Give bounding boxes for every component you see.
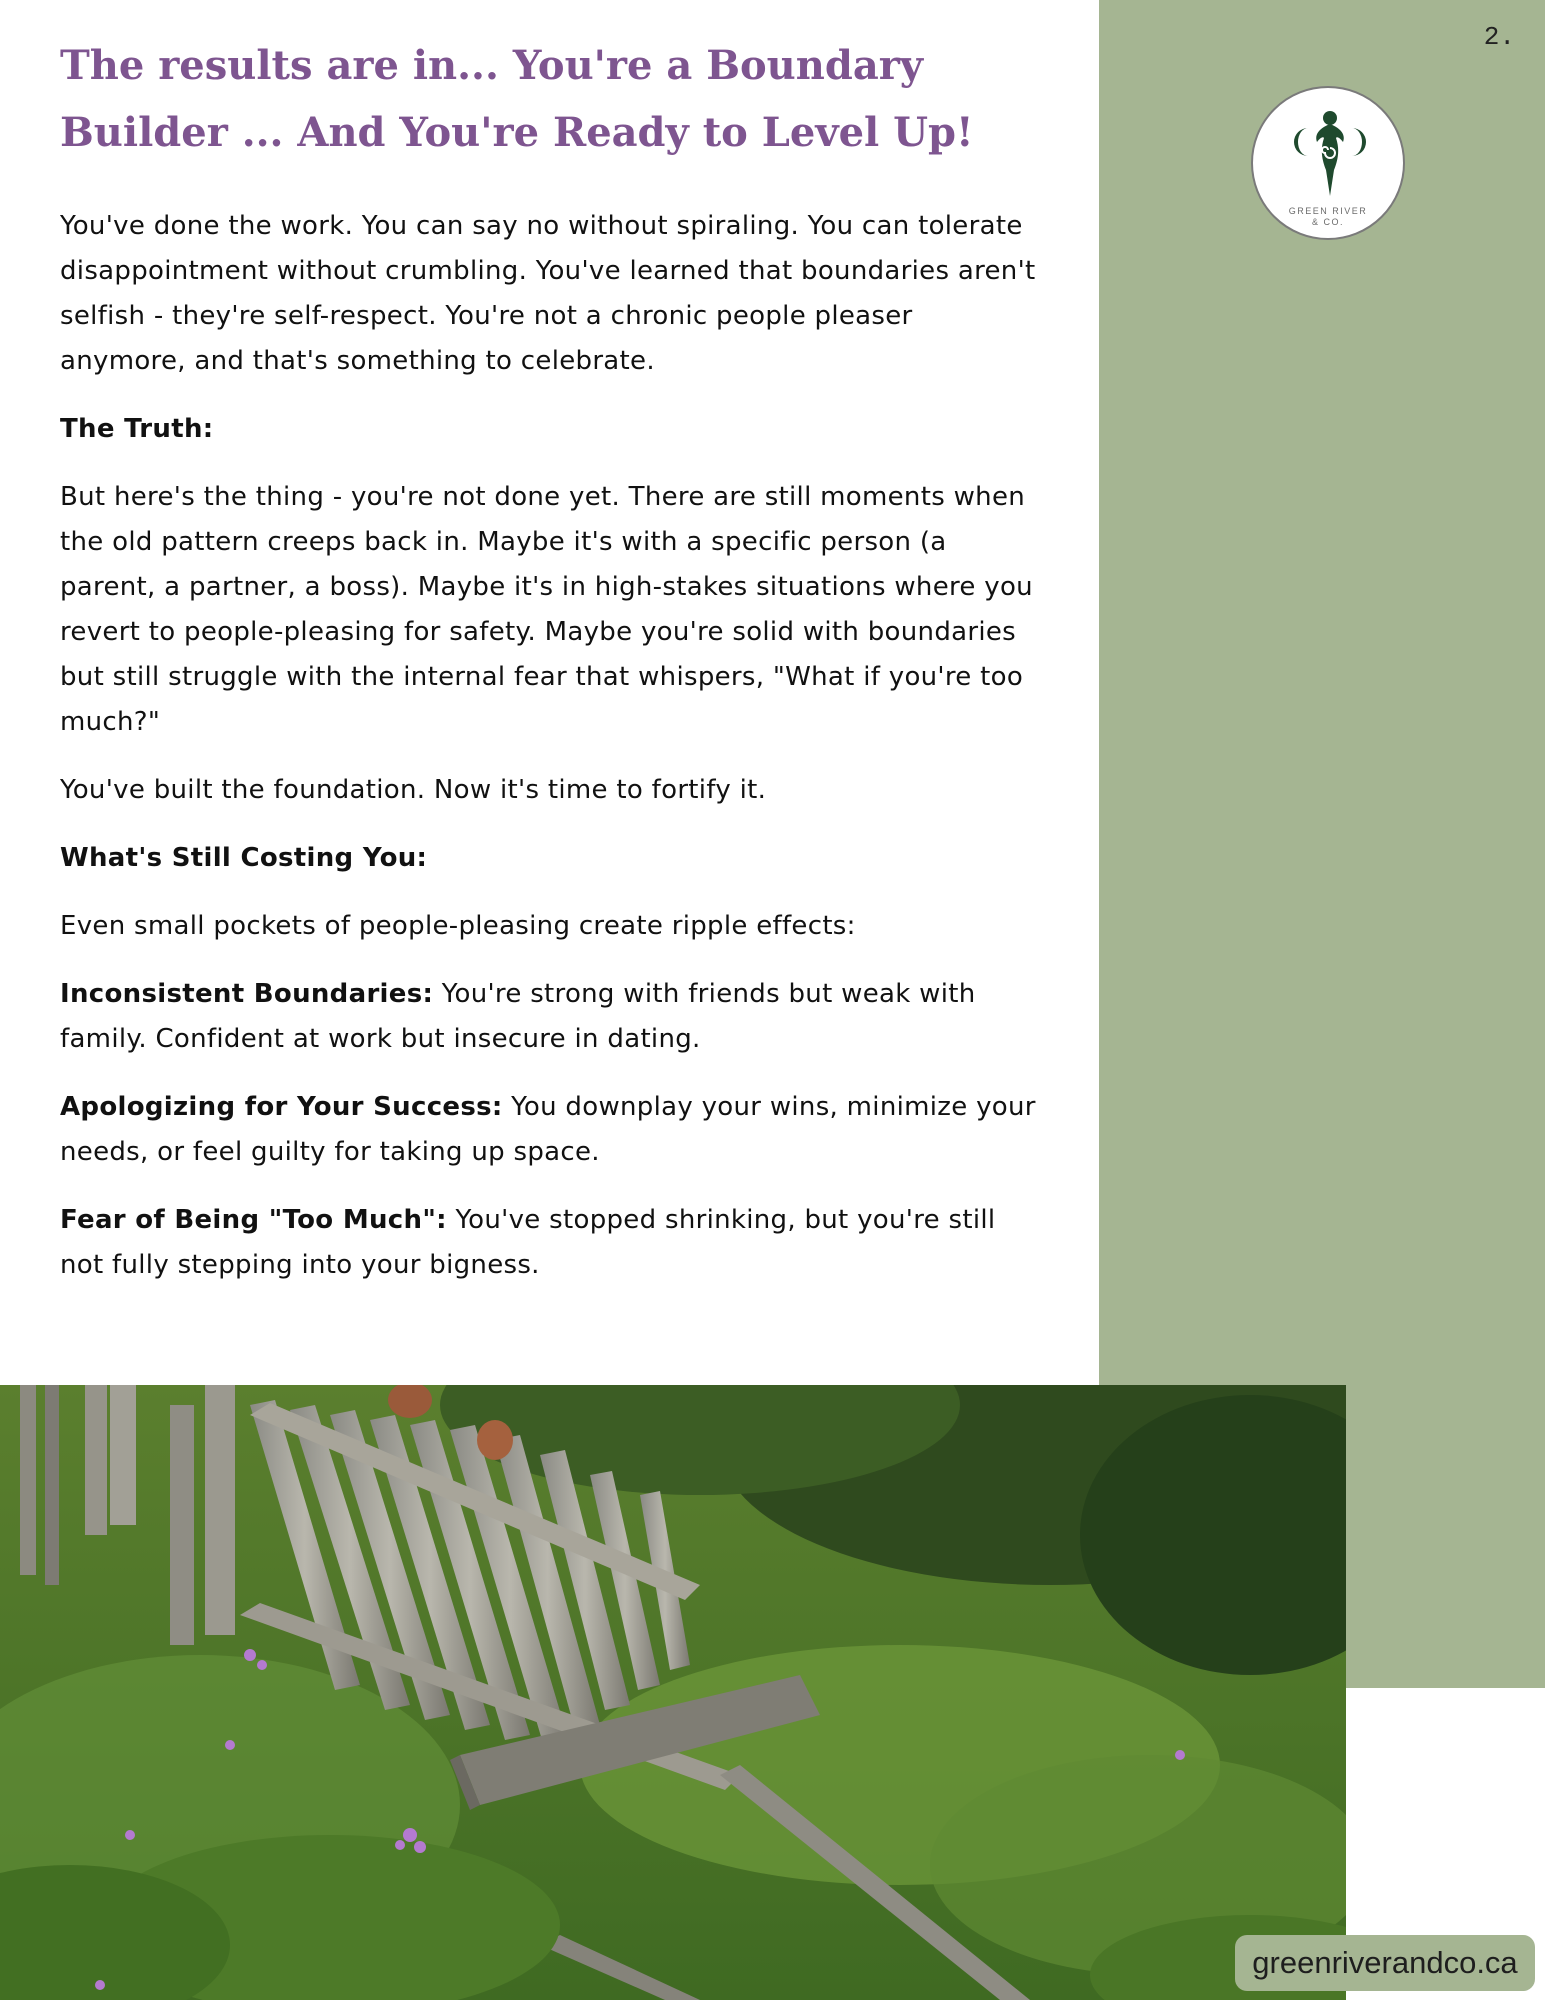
truth-heading: The Truth: xyxy=(60,414,214,444)
costing-item-label: Apologizing for Your Success: xyxy=(60,1092,503,1122)
costing-item-label: Inconsistent Boundaries: xyxy=(60,979,434,1009)
costing-item-text: You downplay your wins, minimize your needs, or feel guilty for taking up space. xyxy=(60,1092,1036,1167)
broken-fence-photo xyxy=(0,1385,1346,2000)
page-title: The results are in... You're a Boundary Builder ... And You're Ready to Level Up! xyxy=(60,42,974,156)
costing-intro: Even small pockets of people-pleasing create ripple effects: xyxy=(60,911,856,941)
main-content xyxy=(60,32,1045,1311)
costing-heading: What's Still Costing You: xyxy=(60,843,428,873)
fence-photo-illustration xyxy=(0,1385,1346,2000)
costing-item-too-much xyxy=(60,1198,1045,1288)
logo-line-2: & CO. xyxy=(1311,217,1344,227)
brand-logo xyxy=(1251,86,1405,240)
truth-paragraph: But here's the thing - you're not done yet. There are still moments when the old pattern creeps back in. Maybe it's with a specific person (a parent, a partner, a boss). Maybe it's in high-stakes situations where you revert to people-pleasing for safety. Maybe you're solid with boundaries but still struggle with the internal fear that whispers, "What if you're too much?" xyxy=(60,482,1033,737)
logo-text xyxy=(1253,206,1403,228)
costing-item-text: You're strong with friends but weak with family. Confident at work but insecure in dating. xyxy=(60,979,976,1054)
costing-item-inconsistent xyxy=(60,972,1045,1062)
costing-item-text: You've stopped shrinking, but you're still not fully stepping into your bigness. xyxy=(60,1205,996,1280)
costing-item-apologizing xyxy=(60,1085,1045,1175)
goddess-moon-icon xyxy=(1290,98,1370,208)
website-url[interactable]: greenriverandco.ca xyxy=(1235,1935,1535,1991)
costing-item-label: Fear of Being "Too Much": xyxy=(60,1205,447,1235)
intro-paragraph: You've done the work. You can say no without spiraling. You can tolerate disappointment without crumbling. You've learned that boundaries aren't selfish - they're self-respect. You're not a chronic people pleaser anymore, and that's something to celebrate. xyxy=(60,211,1036,376)
logo-line-1: GREEN RIVER xyxy=(1288,206,1368,216)
truth-closing: You've built the foundation. Now it's time to fortify it. xyxy=(60,775,767,805)
page-number: 2. xyxy=(1483,22,1515,52)
